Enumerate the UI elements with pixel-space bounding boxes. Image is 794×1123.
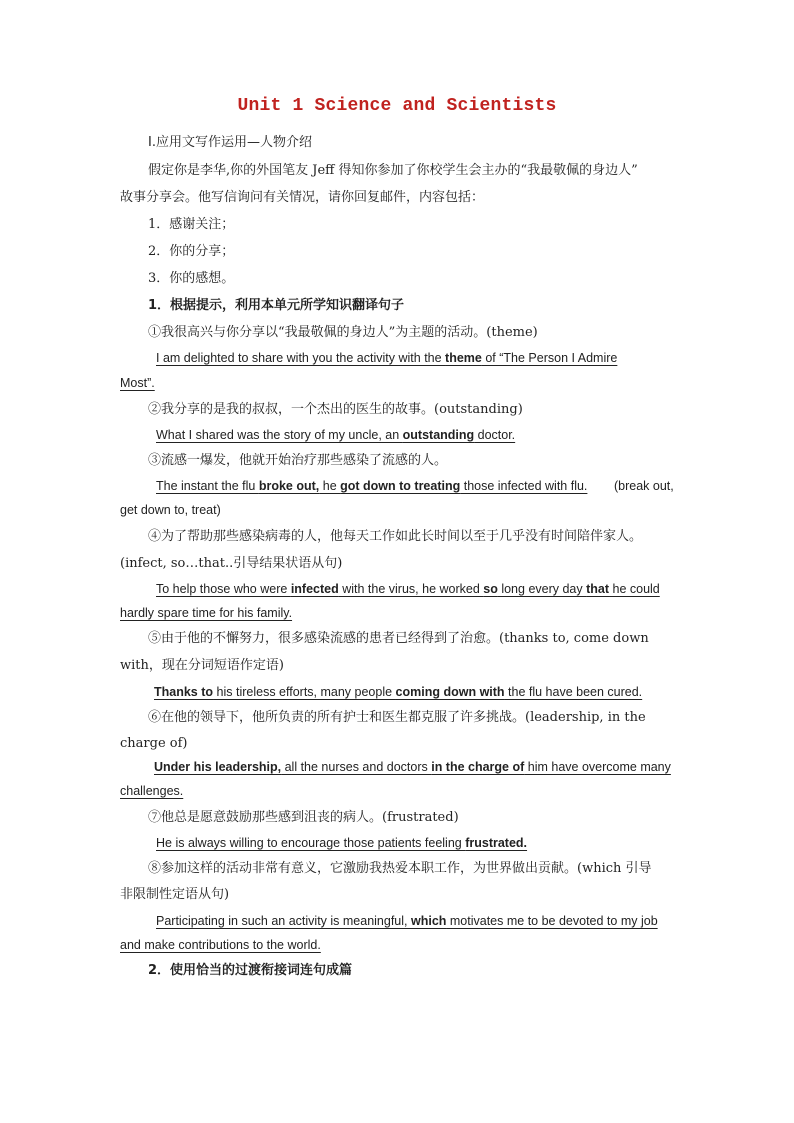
- prompt-text-line-2: 故事分享会。他写信询问有关情况，请你回复邮件，内容包括：: [120, 190, 485, 205]
- section-heading: Ⅰ.应用文写作运用—人物介绍: [148, 135, 312, 150]
- question-5-prompt-cont: with，现在分词短语作定语): [120, 658, 284, 673]
- question-7-answer: He is always willing to encourage those patients feeling frustrated.: [156, 836, 528, 850]
- task-heading-connect: 2．使用恰当的过渡衔接词连句成篇: [148, 963, 353, 978]
- question-7-prompt: ⑦他总是愿意鼓励那些感到沮丧的病人。(frustrated): [148, 810, 459, 825]
- question-4-prompt: ④为了帮助那些感染病毒的人，他每天工作如此长时间以至于几乎没有时间陪伴家人。: [148, 529, 643, 544]
- question-3-answer: The instant the flu broke out, he got down to treating those infected with flu.: [156, 479, 588, 493]
- question-1-answer-cont: Most”.: [120, 376, 155, 390]
- question-8-prompt: ⑧参加这样的活动非常有意义，它激励我热爱本职工作，为世界做出贡献。(which 引导: [148, 861, 652, 876]
- page-title: Unit 1 Science and Scientists: [237, 96, 557, 116]
- requirement-item-1: 1．感谢关注；: [148, 217, 235, 232]
- question-4-answer-cont: hardly spare time for his family.: [120, 606, 293, 620]
- question-6-answer: Under his leadership, all the nurses and doctors in the charge of him have overcome many: [154, 760, 671, 774]
- question-8-answer-cont: and make contributions to the world.: [120, 938, 321, 952]
- question-3-hint-cont: get down to, treat): [120, 503, 221, 517]
- prompt-text-line-1: 假定你是李华,你的外国笔友 Jeff 得知你参加了你校学生会主办的“我最敬佩的身边人”: [148, 163, 638, 178]
- question-8-answer: Participating in such an activity is meaningful, which motivates me to be devoted to my job: [156, 914, 658, 928]
- question-5-answer: Thanks to his tireless efforts, many people coming down with the flu have been cured.: [154, 685, 643, 699]
- question-3-prompt: ③流感一爆发，他就开始治疗那些感染了流感的人。: [148, 453, 448, 468]
- requirement-item-2: 2．你的分享；: [148, 244, 235, 259]
- question-4-prompt-cont: (infect, so…that..引导结果状语从句): [120, 556, 343, 571]
- question-2-answer: What I shared was the story of my uncle, an outstanding doctor.: [156, 428, 516, 442]
- question-6-answer-cont: challenges.: [120, 784, 184, 798]
- question-5-prompt: ⑤由于他的不懈努力，很多感染流感的患者已经得到了治愈。(thanks to, come down: [148, 631, 649, 646]
- task-heading-translate: 1．根据提示，利用本单元所学知识翻译句子: [148, 298, 405, 313]
- question-3-hint: (break out,: [614, 479, 674, 493]
- question-1-prompt: ①我很高兴与你分享以“我最敬佩的身边人”为主题的活动。(theme): [148, 325, 538, 340]
- question-4-answer: To help those who were infected with the virus, he worked so long every day that he could: [156, 582, 660, 596]
- question-6-prompt-cont: charge of): [120, 736, 188, 751]
- question-8-prompt-cont: 非限制性定语从句): [120, 887, 230, 902]
- question-2-prompt: ②我分享的是我的叔叔，一个杰出的医生的故事。(outstanding): [148, 402, 523, 417]
- question-1-answer: I am delighted to share with you the activity with the theme of “The Person I Admire: [156, 351, 618, 365]
- question-6-prompt: ⑥在他的领导下，他所负责的所有护士和医生都克服了许多挑战。(leadership, in the: [148, 710, 646, 725]
- requirement-item-3: 3．你的感想。: [148, 271, 235, 286]
